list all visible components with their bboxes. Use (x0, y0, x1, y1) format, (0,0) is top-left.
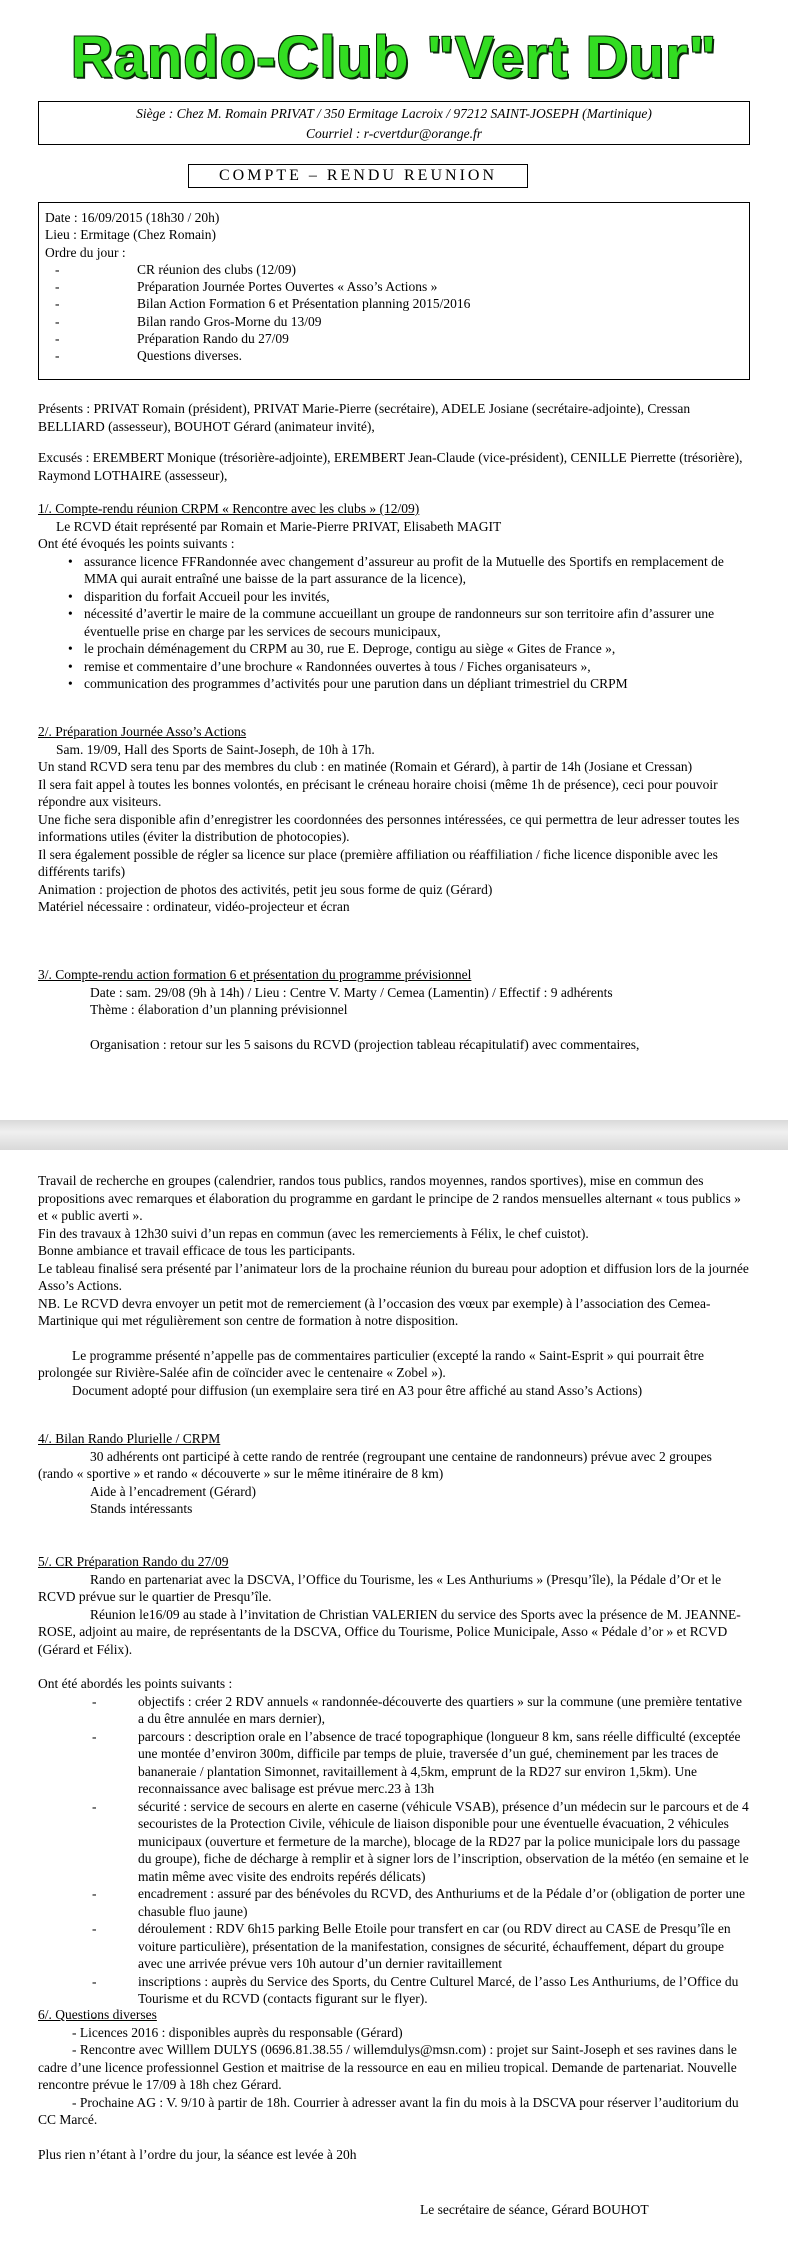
section-1-points (38, 553, 750, 693)
list-item: - sécurité : service de secours en alerte en caserne (véhicule VSAB), présence d’un médecin sur le parcours et de 4 secouristes de la Protection Civile, véhicule de liaison disponible pour une éventuelle évacuation, 2 véhicules municipaux (ouverture et fermeture de la marche), blocage de la RD27 par la police municipale lors du passage du groupe), fiche de décharge à remplir et à signer lors de l’inscription, observation de la météo (en semaine et le matin même avec visite des endroits repérés délicats) (38, 1798, 750, 1886)
paragraph: Il sera fait appel à toutes les bonnes volontés, en précisant le créneau horaire choisi (même 1h de présence), ceci pour pouvoir répondre aux visiteurs. (38, 776, 718, 809)
agenda-item: - Préparation Journée Portes Ouvertes « Asso’s Actions » (55, 279, 438, 295)
paragraph: Travail de recherche en groupes (calendrier, randos tous publics, randos moyennes, randos sportives), mise en commun des propositions avec remarques et élaboration du programme en gardant le principe de 2 randos mensuelles alternant « tous publics » et « public averti ». (38, 1173, 741, 1223)
list-item: - inscriptions : auprès du Service des Sports, du Centre Culturel Marcé, de l’asso Les Anthuriums, de l’Office du Tourisme et du RCVD (contacts figurant sur le flyer). (38, 1973, 750, 2008)
paragraph: Aide à l’encadrement (Gérard) (90, 1483, 257, 1499)
meeting-lieu: Lieu : Ermitage (Chez Romain) (45, 227, 216, 243)
list-item: • remise et commentaire d’une brochure « Randonnées ouvertes à tous / Fiches organisateurs », (38, 658, 750, 676)
club-title: Rando-Club "Vert Dur" (70, 25, 718, 90)
list-item: - encadrement : assuré par des bénévoles du RCVD, des Anthuriums et de la Pédale d’or (obligation de porter une chasuble fluo jaune) (38, 1885, 750, 1920)
paragraph: Réunion le16/09 au stade à l’invitation de Christian VALERIEN du service des Sports avec la présence de M. JEANNE-ROSE, adjoint au maire, de représentants de la DSCVA, Office du Tourisme, Police Municipale, Asso « Pédale d’or » et RCVD (Gérard et Félix). (38, 1606, 741, 1657)
closing-text: Plus rien n’étant à l’ordre du jour, la séance est levée à 20h (38, 2146, 357, 2162)
paragraph: Animation : projection de photos des activités, petit jeu sous forme de quiz (Gérard) (38, 881, 493, 897)
section-6-heading: 6/. Questions diverses (38, 2007, 157, 2022)
paragraph: Rando en partenariat avec la DSCVA, l’Office du Tourisme, les « Les Anthuriums » (Presqu’île), la Pédale d’Or et le RCVD prévue sur le quartier de Presqu’île. (38, 1571, 722, 1604)
section-2-date: Sam. 19/09, Hall des Sports de Saint-Joseph, de 10h à 17h. (56, 741, 375, 757)
paragraph: - Licences 2016 : disponibles auprès du responsable (Gérard) (72, 2024, 403, 2040)
paragraph: Il sera également possible de régler sa licence sur place (première affiliation ou réaffiliation / fiche licence disponible avec les différents tarifs) (38, 846, 718, 879)
paragraph: Fin des travaux à 12h30 suivi d’un repas en commun (avec les remerciements à Félix, le chef cuistot). (38, 1225, 589, 1241)
agenda-item: - Bilan Action Formation 6 et Présentation planning 2015/2016 (55, 296, 471, 312)
signature: Le secrétaire de séance, Gérard BOUHOT (420, 2202, 649, 2217)
paragraph: Le tableau finalisé sera présenté par l’animateur lors de la prochaine réunion du bureau pour adoption et diffusion lors de la journée Asso’s Actions. (38, 1260, 749, 1293)
section-3-line: Thème : élaboration d’un planning prévisionnel (90, 1002, 348, 1017)
section-2 (38, 723, 750, 916)
section-5-abordes: Ont été abordés les points suivants : (38, 1676, 233, 1691)
section-6 (38, 2006, 750, 2163)
list-item: • communication des programmes d’activités pour une parution dans un dépliant trimestriel du CRPM (38, 675, 750, 693)
section-5-points (38, 1693, 750, 2026)
section-1-evoques: Ont été évoqués les points suivants : (38, 536, 235, 551)
section-3-line: Organisation : retour sur les 5 saisons du RCVD (projection tableau récapitulatif) avec commentaires, (90, 1036, 640, 1052)
list-item: - parcours : description orale en l’absence de tracé topographique (longueur 8 km, sans réelle difficulté (exceptée une montée d’environ 300m, difficile par temps de pluie, traversée d’un gué, cheminement par les traces de bananeraie / plantation Simonnet, ravitaillement à 4,5km, emprunt de la RD27 sur environ 1,5km). Une reconnaissance avec balisage est prévue merc.23 à 13h (38, 1728, 750, 1798)
list-item: - objectifs : créer 2 RDV annuels « randonnée-découverte des quartiers » sur la commune (une première tentative a du être annulée en mars dernier), (38, 1693, 750, 1728)
section-1-intro: Le RCVD était représenté par Romain et Marie-Pierre PRIVAT, Elisabeth MAGIT (56, 518, 502, 534)
list-item: • nécessité d’avertir le maire de la commune accueillant un groupe de randonneurs sur son territoire afin d’assurer une éventuelle prise en charge par les services de secours municipaux, (38, 605, 750, 640)
document-title: COMPTE – RENDU REUNION (188, 164, 528, 188)
page-separator (0, 1120, 788, 1150)
paragraph: Stands intéressants (90, 1501, 193, 1516)
meeting-info-box (38, 202, 750, 380)
courriel-line: Courriel : r-cvertdur@orange.fr (305, 126, 482, 141)
section-5 (38, 1553, 750, 2025)
section-2-heading: 2/. Préparation Journée Asso’s Actions (38, 724, 247, 739)
paragraph: NB. Le RCVD devra envoyer un petit mot de remerciement (à l’occasion des vœux par exemple) à l’association des Cemea-Martinique qui met régulièrement son centre de formation à notre disposition. (38, 1295, 711, 1328)
section-4 (38, 1430, 750, 1518)
meeting-date: Date : 16/09/2015 (18h30 / 20h) (45, 210, 220, 225)
agenda-label: Ordre du jour : (45, 244, 126, 260)
paragraph: Le programme présenté n’appelle pas de commentaires particulier (excepté la rando « Saint-Esprit » qui pourrait être prolongée sur Rivière-Salée afin de coïncider avec le centenaire « Zobel »). (38, 1347, 704, 1380)
paragraph: Bonne ambiance et travail efficace de tous les participants. (38, 1243, 356, 1258)
section-3 (38, 966, 750, 1053)
paragraph: Matériel nécessaire : ordinateur, vidéo-projecteur et écran (38, 899, 350, 914)
list-item: - déroulement : RDV 6h15 parking Belle Etoile pour transfert en car (ou RDV direct au CASE de Presqu’île en voiture particulière), présentation de la manifestation, consignes de sécurité, échauffement, départ du groupe avec une arrivée prévue vers 10h autour d’un dernier ravitaillement (38, 1920, 750, 1973)
paragraph: Une fiche sera disponible afin d’enregistrer les coordonnées des personnes intéressées, ce qui permettra de leur adresser toutes les informations utiles (éviter la distribution de photocopies). (38, 811, 740, 844)
agenda-item: - Questions diverses. (55, 348, 242, 364)
page-2 (0, 1150, 788, 2258)
paragraph: 30 adhérents ont participé à cette rando de rentrée (regroupant une centaine de randonneurs) prévue avec 2 groupes (rando « sportive » et rando « découverte » sur le même itinéraire de 8 km) (38, 1448, 712, 1481)
list-item: • disparition du forfait Accueil pour les invités, (38, 588, 750, 606)
list-item: • assurance licence FFRandonnée avec changement d’assureur au profit de la Mutuelle des Sportifs en remplacement de MMA qui aurait entraîné une baisse de la part assurance de la licence), (38, 553, 750, 588)
page-1 (0, 0, 788, 1120)
excuses: Excusés : EREMBERT Monique (trésorière-adjointe), EREMBERT Jean-Claude (vice-président), CENILLE Pierrette (trésorière), Raymond LOTHAIRE (assesseur), (38, 450, 743, 483)
section-3-heading: 3/. Compte-rendu action formation 6 et présentation du programme prévisionnel (38, 967, 472, 982)
section-1-heading: 1/. Compte-rendu réunion CRPM « Rencontre avec les clubs » (12/09) (38, 501, 420, 516)
section-3-continued (38, 1172, 750, 1399)
paragraph: - Prochaine AG : V. 9/10 à partir de 18h. Courrier à adresser avant la fin du mois à la DSCVA pour réserver l’auditorium du CC Marcé. (38, 2094, 739, 2127)
paragraph: Document adopté pour diffusion (un exemplaire sera tiré en A3 pour être affiché au stand Asso’s Actions) (72, 1382, 643, 1398)
siege-box (38, 101, 750, 145)
list-item: • le prochain déménagement du CRPM au 30, rue E. Deproge, contigu au siège « Gites de France », (38, 640, 750, 658)
siege-line: Siège : Chez M. Romain PRIVAT / 350 Ermitage Lacroix / 97212 SAINT-JOSEPH (Martinique) (136, 106, 652, 121)
section-4-heading: 4/. Bilan Rando Plurielle / CRPM (38, 1431, 221, 1446)
section-5-heading: 5/. CR Préparation Rando du 27/09 (38, 1554, 229, 1569)
paragraph: Un stand RCVD sera tenu par des membres du club : en matinée (Romain et Gérard), à partir de 14h (Josiane et Cressan) (38, 759, 693, 774)
agenda-item: - CR réunion des clubs (12/09) (55, 261, 296, 277)
section-1 (38, 500, 750, 693)
paragraph: - Rencontre avec Willlem DULYS (0696.81.38.55 / willemdulys@msn.com) : projet sur Saint-Joseph et ses ravines dans le cadre d’une licence professionnel Gestion et maitrise de la ressource en eau en milieu tropical. Demande de partenariat. Nouvelle rencontre prévue le 17/09 à 18h chez Gérard. (38, 2042, 737, 2092)
presents: Présents : PRIVAT Romain (président), PRIVAT Marie-Pierre (secrétaire), ADELE Josiane (secrétaire-adjointe), Cressan BELLIARD (assesseur), BOUHOT Gérard (animateur invité), (38, 401, 691, 434)
agenda-item: - Préparation Rando du 27/09 (55, 331, 289, 347)
agenda-item: - Bilan rando Gros-Morne du 13/09 (55, 313, 322, 329)
section-3-line: Date : sam. 29/08 (9h à 14h) / Lieu : Centre V. Marty / Cemea (Lamentin) / Effectif : 9 adhérents (90, 984, 613, 1000)
